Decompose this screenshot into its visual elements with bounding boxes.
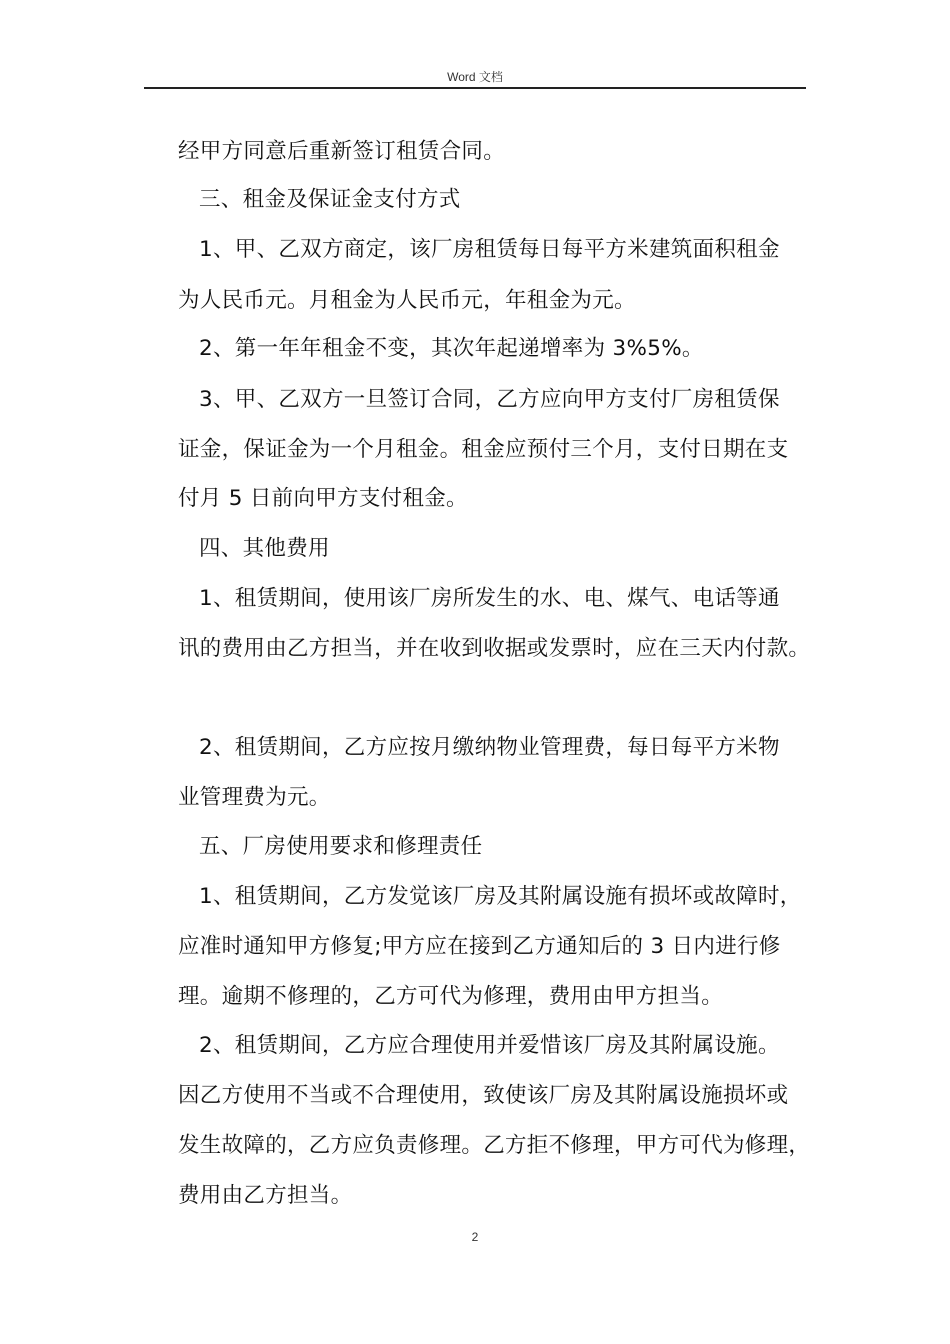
text-line: 1、租赁期间，使用该厂房所发生的水、电、煤气、电话等通 xyxy=(199,586,780,611)
text-line: 业管理费为元。 xyxy=(178,785,331,810)
text-line: 2、第一年年租金不变，其次年起递增率为 3%5%。 xyxy=(199,336,704,361)
page-number: 2 xyxy=(471,1230,479,1244)
text-line: 理。逾期不修理的，乙方可代为修理，费用由甲方担当。 xyxy=(178,984,724,1009)
text-line: 2、租赁期间，乙方应按月缴纳物业管理费，每日每平方米物 xyxy=(199,735,780,760)
text-line: 为人民币元。月租金为人民币元，年租金为元。 xyxy=(178,288,636,313)
section-heading: 四、其他费用 xyxy=(199,536,330,561)
text-line: 证金，保证金为一个月租金。租金应预付三个月，支付日期在支 xyxy=(178,437,789,462)
text-line: 讯的费用由乙方担当，并在收到收据或发票时，应在三天内付款。 xyxy=(178,636,811,661)
text-line: 2、租赁期间，乙方应合理使用并爱惜该厂房及其附属设施。 xyxy=(199,1033,780,1058)
text-line: 经甲方同意后重新签订租赁合同。 xyxy=(178,139,506,164)
text-line: 1、租赁期间，乙方发觉该厂房及其附属设施有损坏或故障时， xyxy=(199,884,802,909)
page-header-title: Word 文档 xyxy=(447,70,503,84)
header-divider xyxy=(144,87,806,89)
text-line: 3、甲、乙双方一旦签订合同，乙方应向甲方支付厂房租赁保 xyxy=(199,387,780,412)
section-heading: 三、租金及保证金支付方式 xyxy=(199,187,461,212)
text-line: 发生故障的，乙方应负责修理。乙方拒不修理，甲方可代为修理， xyxy=(178,1133,811,1158)
section-heading: 五、厂房使用要求和修理责任 xyxy=(199,834,483,859)
text-line: 费用由乙方担当。 xyxy=(178,1183,353,1208)
text-line: 付月 5 日前向甲方支付租金。 xyxy=(178,486,468,511)
text-line: 1、甲、乙双方商定，该厂房租赁每日每平方米建筑面积租金 xyxy=(199,237,780,262)
text-line: 应准时通知甲方修复;甲方应在接到乙方通知后的 3 日内进行修 xyxy=(178,934,781,959)
text-line: 因乙方使用不当或不合理使用，致使该厂房及其附属设施损坏或 xyxy=(178,1083,789,1108)
